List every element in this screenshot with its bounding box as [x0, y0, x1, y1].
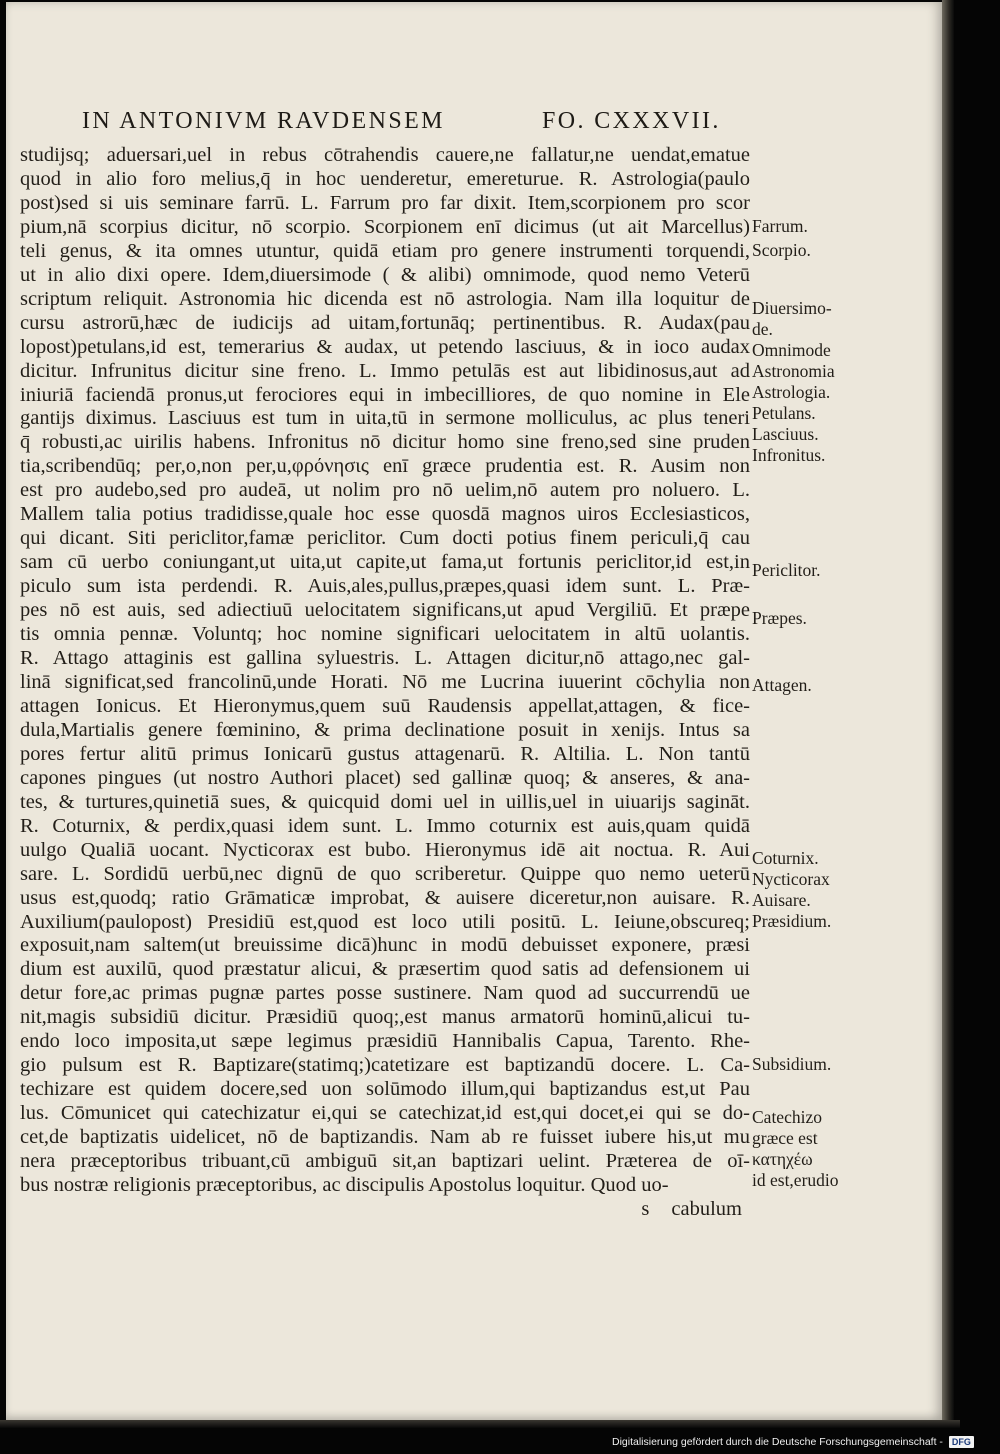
margin-note: Petulans.	[752, 403, 816, 423]
text-line: R. Coturnix, & perdix,quasi idem sunt. L. Immo coturnix est auis,quam quidā	[20, 814, 750, 837]
text-line: bus nostræ religionis præceptoribus, ac discipulis Apostolus loquitur. Quod uo-	[20, 1173, 669, 1196]
margin-note: κατηχέω	[752, 1149, 813, 1169]
text-line: est pro audebo,sed pro audeā, ut nolim pro nō uelim,nō autem pro noluero. L.	[20, 479, 750, 502]
running-header	[82, 108, 742, 135]
margin-note: de.	[752, 319, 773, 339]
text-line: dicitur. Infrunitus dicitur sine freno. L. Immo petulās est aut libidinosus,aut ad	[20, 359, 750, 382]
text-line: detur fore,ac primas pugnæ partes posse sustinere. Nam quod ad succurrendū ue	[20, 982, 750, 1005]
margin-note: græce est	[752, 1128, 818, 1148]
margin-note: Præsidium.	[752, 911, 832, 931]
text-line: uulgo Qualiā uocant. Nycticorax est bubo. Hieronymus idē ait noctua. R. Aui	[20, 838, 750, 861]
margin-note: Subsidium.	[752, 1054, 832, 1074]
text-line: qui dicant. Siti periclitor,famæ periclitor. Cum docti potius finem periculi,q̄ cau	[20, 527, 750, 550]
main-text-block	[20, 144, 750, 1222]
margin-note: Lasciuus.	[752, 424, 819, 444]
folio-number: FO. CXXXVII.	[542, 108, 721, 134]
catchword: cabulum	[671, 1197, 742, 1220]
text-line: pores fertur alitū primus Ionicarū gustus attagenarū. R. Altilia. L. Non tantū	[20, 742, 750, 765]
text-line: Mallem talia potius tradidisse,quale hoc esse quosdā magnos uiros Ecclesiasticos,	[20, 503, 750, 526]
text-line: nera præceptoribus tribuant,cū ambiguū sit,an baptizari uelint. Præterea de oī-	[20, 1150, 750, 1173]
text-line: post)sed si uis seminare farrū. L. Farrum pro far dixit. Item,scorpionem pro scor	[20, 191, 750, 214]
text-line: studijsq; aduersari,uel in rebus cōtrahendis cauere,ne fallatur,ne uendat,ematue	[20, 144, 750, 166]
text-line: quod in alio foro melius,q̄ in hoc uenderetur, emereturue. R. Astrologia(paulo	[20, 167, 750, 190]
text-line: piculo sum ista perdendi. R. Auis,ales,pullus,præpes,quasi idem sunt. L. Præ-	[20, 575, 750, 598]
margin-note: Astronomia	[752, 361, 835, 381]
margin-note: id est,erudio	[752, 1170, 839, 1190]
text-line: Auxilium(paulopost) Presidiū est,quod est loco utili positū. L. Ieiune,obscureq;	[20, 910, 750, 933]
catchword-line	[20, 1198, 750, 1222]
text-line: sare. L. Sordidū uerbū,nec dignū de quo scriberetur. Quippe quo nemo ueterū	[20, 862, 750, 885]
text-line: pium,nā scorpius dicitur, nō scorpio. Scorpionem enī dicimus (ut ait Marcellus)	[20, 215, 750, 238]
text-line: gantijs diximus. Lasciuus est tum in uita,tū in sermone molliculus, ac plus teneri	[20, 407, 750, 430]
margin-note: Periclitor.	[752, 560, 821, 580]
text-line: tes, & turtures,quinetiā sues, & quicquid domi uel in uillis,uel in uiuarijs sagināt.	[20, 790, 750, 813]
page-edge-shadow	[942, 0, 954, 1424]
text-line: linā significat,sed francolinū,unde Horati. Nō me Lucrina iuuerint cōchylia non	[20, 670, 750, 693]
text-line: sam cū uerbo coniungant,ut uita,ut capite,ut fama,ut fortunis periclitor,id est,in	[20, 551, 750, 574]
margin-note: Infronitus.	[752, 445, 826, 465]
text-line: iniuriā faciendā pronus,ut ferociores equi in imbecilliores, de quo nomine in Ele	[20, 383, 750, 406]
footer-credit: Digitalisierung gefördert durch die Deutsche Forschungsgemeinschaft -	[612, 1436, 943, 1448]
text-line: endo loco imposita,ut sæpe legimus præsidiū Hannibalis Capua, Tarento. Rhe-	[20, 1030, 750, 1053]
margin-note: Attagen.	[752, 675, 812, 695]
text-line: q̄ robusti,ac uirilis habens. Infronitus nō dicitur homo sine freno,sed sine pruden	[20, 431, 750, 454]
signature-mark: s	[641, 1197, 650, 1220]
digitization-footer	[612, 1435, 992, 1449]
margin-note: Coturnix.	[752, 848, 819, 868]
margin-note: Auisare.	[752, 890, 811, 910]
dfg-logo: DFG	[949, 1436, 974, 1448]
text-line: cet,de baptizatis uidelicet, nō de baptizandis. Nam ab re fuisset iubere his,ut mu	[20, 1126, 750, 1149]
text-line: tis omnia pennæ. Voluntq; hoc nomine significari uelocitatem in altū uolantis.	[20, 623, 750, 646]
text-line: attagen Ionicus. Et Hieronymus,quem suū Raudensis appellat,attagen, & fice-	[20, 694, 750, 717]
margin-note: Farrum.	[752, 216, 808, 236]
text-line: capones pingues (ut nostro Authori placet) sed gallinæ quoq; & anseres, & ana-	[20, 766, 750, 789]
text-line: ut in alio dixi opere. Idem,diuersimode ( & alibi) omnimode, quod nemo Veterū	[20, 263, 750, 286]
text-line: usus est,quodq; ratio Grāmaticæ improbat, & auisere diceretur,non auisare. R.	[20, 886, 750, 909]
text-line: cursu astrorū,hæc de iudicijs ad uitam,fortunāq; pertinentibus. R. Audax(pau	[20, 311, 750, 334]
text-line: tia,scribendūq; per,o,non per,u,φρόνησις enī græce prudentia est. R. Ausim non	[20, 455, 750, 478]
margin-note: Omnimode	[752, 340, 831, 360]
margin-note: Nycticorax	[752, 869, 830, 889]
running-title: IN ANTONIVM RAVDENSEM	[82, 108, 445, 134]
text-line: dula,Martialis genere fœminino, & prima declinatione posuit in xenijs. Intus sa	[20, 718, 750, 741]
margin-note: Præpes.	[752, 608, 807, 628]
margin-note: Astrologia.	[752, 382, 831, 402]
text-line: pes nō est auis, sed adiectiuū uelocitatem significans,ut apud Vergiliū. Et præpe	[20, 599, 750, 622]
text-line: techizare est quidem docere,sed uon solūmodo illum,qui baptizandus est,ut Pau	[20, 1078, 750, 1101]
text-line: dium est auxilū, quod præstatur alicui, & præsertim quod satis ad defensionem ui	[20, 958, 750, 981]
margin-note: Diuersimo-	[752, 298, 832, 318]
page-bottom-shadow	[0, 1420, 960, 1428]
text-line: exposuit,nam saltem(ut breuissime dicā)hunc in modū debuisset exponere, præsi	[20, 934, 750, 957]
text-line: teli genus, & ita omnes utuntur, quidā etiam pro genere instrumenti torquendi,	[20, 239, 750, 262]
text-line: gio pulsum est R. Baptizare(statimq;)catetizare est baptizandū docere. L. Ca-	[20, 1054, 750, 1077]
text-line: R. Attago attaginis est gallina syluestris. L. Attagen dicitur,nō attago,nec gal-	[20, 647, 750, 670]
margin-note: Scorpio.	[752, 240, 811, 260]
text-line: lopost)petulans,id est, temerarius & audax, ut petendo lasciuus, & in ioco audax	[20, 335, 750, 358]
text-line: nit,magis subsidiū dicitur. Præsidiū quoq;,est manus armatorū hominū,alicui tu-	[20, 1006, 750, 1029]
margin-note: Catechizo	[752, 1107, 822, 1127]
text-line: scriptum reliquit. Astronomia hic dicenda est nō astrologia. Nam illa loquitur de	[20, 287, 750, 310]
text-line: lus. Cōmunicet qui catechizatur ei,qui se catechizat,id est,qui docet,ei qui se do-	[20, 1102, 750, 1125]
